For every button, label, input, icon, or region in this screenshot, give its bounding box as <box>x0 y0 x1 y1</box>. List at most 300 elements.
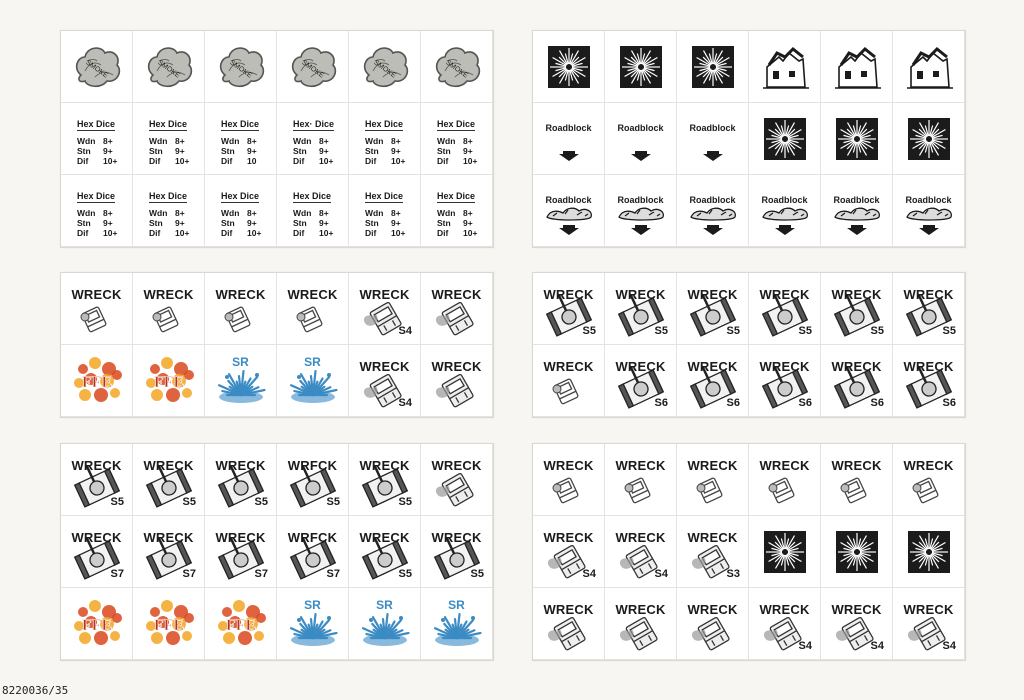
hex-dice-counter[interactable] <box>277 103 349 175</box>
wreck-counter[interactable] <box>677 588 749 660</box>
explosion-counter[interactable] <box>893 516 965 588</box>
jeep-wreck-icon <box>133 273 205 345</box>
wreck-counter[interactable] <box>421 516 493 588</box>
wreck-label: WRECK <box>215 530 266 545</box>
jeep-wreck-icon <box>893 444 965 516</box>
wreck-size-value: S4 <box>798 640 812 652</box>
wreck-label: WRECK <box>759 602 810 617</box>
explosion-counter[interactable] <box>893 103 965 175</box>
smoke-counter[interactable] <box>277 31 349 103</box>
fire-for-effect-icon <box>133 345 205 417</box>
dif-row <box>437 156 478 166</box>
dif-label: Dif <box>293 156 305 166</box>
counter-block-burst-roadblock <box>532 30 966 248</box>
wreck-counter[interactable] <box>605 273 677 345</box>
roadblock-label: Roadblock <box>545 123 592 133</box>
wdn-label: Wdn <box>293 208 312 218</box>
wreck-counter[interactable] <box>133 444 205 516</box>
roadblock-arrow-icon <box>677 103 749 175</box>
wreck-counter[interactable] <box>205 516 277 588</box>
dif-value: 10+ <box>175 228 190 238</box>
hex-dice-header: Hex Dice <box>149 191 188 201</box>
wreck-label: WRECK <box>831 359 882 374</box>
wreck-label: WRECK <box>687 602 738 617</box>
dif-row <box>149 228 190 238</box>
jeep-wreck-icon <box>533 345 605 417</box>
spotting-round-counter[interactable] <box>277 345 349 417</box>
fire-for-effect-counter[interactable] <box>205 588 277 660</box>
explosion-counter[interactable] <box>677 31 749 103</box>
dif-row <box>221 228 262 238</box>
dif-label: Dif <box>221 228 233 238</box>
smoke-cloud-icon <box>205 31 277 103</box>
fire-for-effect-counter[interactable] <box>133 588 205 660</box>
dif-value: 10 <box>247 156 257 166</box>
wreck-label: WRECK <box>831 287 882 302</box>
wdn-value: 8+ <box>463 136 473 146</box>
stn-row <box>77 218 113 228</box>
wreck-size-value: S4 <box>398 397 412 409</box>
roadblock-label: Roadblock <box>617 123 664 133</box>
explosion-counter[interactable] <box>605 31 677 103</box>
jeep-wreck-icon <box>605 444 677 516</box>
explosion-counter[interactable] <box>821 103 893 175</box>
wreck-label: WRECK <box>543 602 594 617</box>
wdn-label: Wdn <box>437 136 456 146</box>
hex-dice-counter[interactable] <box>421 103 493 175</box>
wreck-counter[interactable] <box>277 273 349 345</box>
truck-wreck-icon <box>677 588 749 660</box>
wdn-value: 8+ <box>463 208 473 218</box>
stn-label: Stn <box>221 146 235 156</box>
wreck-counter[interactable] <box>821 345 893 417</box>
dif-row <box>77 156 118 166</box>
wreck-counter[interactable] <box>421 273 493 345</box>
wreck-label: WRECK <box>615 602 666 617</box>
fire-for-effect-icon <box>61 588 133 660</box>
svg-text:FFE: FFE <box>81 617 113 634</box>
explosion-counter[interactable] <box>821 516 893 588</box>
wdn-label: Wdn <box>365 208 384 218</box>
stn-value: 9+ <box>247 218 257 228</box>
wreck-counter[interactable] <box>277 444 349 516</box>
dif-value: 10+ <box>103 228 118 238</box>
stn-value: 9+ <box>175 218 185 228</box>
sr-label: SR <box>376 598 393 612</box>
wdn-row <box>221 136 257 146</box>
stn-value: 9+ <box>319 218 329 228</box>
fire-for-effect-counter[interactable] <box>61 588 133 660</box>
wdn-row <box>149 208 185 218</box>
rubble-building-counter[interactable] <box>893 31 965 103</box>
wreck-counter[interactable] <box>349 345 421 417</box>
hex-dice-header: Hex Dice <box>293 191 332 201</box>
stn-value: 9+ <box>463 218 473 228</box>
wreck-counter[interactable] <box>205 444 277 516</box>
jeep-wreck-icon <box>821 444 893 516</box>
smoke-counter[interactable] <box>61 31 133 103</box>
truck-wreck-icon <box>421 345 493 417</box>
dif-label: Dif <box>437 228 449 238</box>
wreck-counter[interactable] <box>533 273 605 345</box>
wreck-counter[interactable] <box>421 345 493 417</box>
roadblock-counter[interactable] <box>677 103 749 175</box>
wreck-label: WRFCK <box>287 458 338 473</box>
smoke-counter[interactable] <box>205 31 277 103</box>
wdn-value: 8+ <box>103 136 113 146</box>
wreck-size-value: S6 <box>942 397 956 409</box>
wreck-counter[interactable] <box>349 444 421 516</box>
stn-label: Stn <box>77 146 91 156</box>
wreck-counter[interactable] <box>61 444 133 516</box>
stn-label: Stn <box>293 146 307 156</box>
rubble-building-counter[interactable] <box>749 31 821 103</box>
hex-dice-counter[interactable] <box>133 103 205 175</box>
wreck-counter[interactable] <box>677 345 749 417</box>
wdn-label: Wdn <box>149 208 168 218</box>
jeep-wreck-icon <box>677 444 749 516</box>
explosion-icon <box>821 516 893 588</box>
hex-dice-counter[interactable] <box>205 175 277 247</box>
wreck-label: WRECK <box>543 359 594 374</box>
explosion-counter[interactable] <box>533 31 605 103</box>
wreck-label: WRECK <box>431 458 482 473</box>
wreck-size-value: S4 <box>582 568 596 580</box>
dif-value: 10+ <box>391 228 406 238</box>
wreck-label: WRECK <box>543 530 594 545</box>
sr-label: SR <box>232 355 249 369</box>
wreck-size-value: S5 <box>398 496 412 508</box>
hex-dice-counter[interactable] <box>61 103 133 175</box>
stn-row <box>149 218 185 228</box>
wreck-counter[interactable] <box>893 273 965 345</box>
stn-row <box>77 146 113 156</box>
dif-label: Dif <box>77 156 89 166</box>
wreck-counter[interactable] <box>605 345 677 417</box>
wdn-row <box>293 208 329 218</box>
wreck-size-value: S5 <box>182 496 196 508</box>
stn-value: 9+ <box>319 146 329 156</box>
wreck-label: WRECK <box>903 458 954 473</box>
wreck-counter[interactable] <box>605 516 677 588</box>
wreck-counter[interactable] <box>61 273 133 345</box>
wreck-counter[interactable] <box>677 273 749 345</box>
wreck-counter[interactable] <box>677 516 749 588</box>
stn-label: Stn <box>77 218 91 228</box>
wreck-counter[interactable] <box>605 588 677 660</box>
wreck-counter[interactable] <box>893 444 965 516</box>
truck-wreck-icon <box>533 588 605 660</box>
wreck-size-value: S7 <box>326 568 340 580</box>
wreck-counter[interactable] <box>349 516 421 588</box>
stn-label: Stn <box>221 218 235 228</box>
wdn-value: 8+ <box>103 208 113 218</box>
rubble-roadblock-icon <box>605 175 677 247</box>
svg-text:FFE: FFE <box>225 617 257 634</box>
stn-value: 9+ <box>247 146 257 156</box>
fire-for-effect-counter[interactable] <box>61 345 133 417</box>
roadblock-rubble-counter[interactable] <box>749 175 821 247</box>
wdn-value: 8+ <box>319 136 329 146</box>
explosion-counter[interactable] <box>749 103 821 175</box>
rubble-roadblock-icon <box>677 175 749 247</box>
smoke-counter[interactable] <box>349 31 421 103</box>
wreck-size-value: S6 <box>798 397 812 409</box>
wreck-label: WRECK <box>359 359 410 374</box>
smoke-cloud-icon <box>421 31 493 103</box>
wreck-counter[interactable] <box>421 444 493 516</box>
explosion-icon <box>677 31 749 103</box>
explosion-icon <box>533 31 605 103</box>
wdn-label: Wdn <box>365 136 384 146</box>
wreck-label: WRECK <box>615 458 666 473</box>
truck-wreck-icon <box>605 588 677 660</box>
roadblock-counter[interactable] <box>533 103 605 175</box>
wreck-label: WRECK <box>215 287 266 302</box>
wreck-counter[interactable] <box>533 516 605 588</box>
wdn-label: Wdn <box>221 136 240 146</box>
wreck-size-value: S4 <box>654 568 668 580</box>
dif-row <box>437 228 478 238</box>
wdn-row <box>293 136 329 146</box>
roadblock-arrow-icon <box>533 103 605 175</box>
wreck-size-value: S5 <box>942 325 956 337</box>
svg-text:SMOKE: SMOKE <box>156 59 182 80</box>
wreck-counter[interactable] <box>277 516 349 588</box>
dif-row <box>365 156 406 166</box>
truck-wreck-icon <box>421 273 493 345</box>
stn-row <box>149 146 185 156</box>
wreck-counter[interactable] <box>349 273 421 345</box>
smoke-counter[interactable] <box>421 31 493 103</box>
wreck-label: WRECK <box>287 287 338 302</box>
stn-row <box>293 146 329 156</box>
wreck-label: WRECK <box>687 287 738 302</box>
wdn-label: Wdn <box>221 208 240 218</box>
wreck-label: WRECK <box>615 530 666 545</box>
wreck-counter[interactable] <box>821 444 893 516</box>
wreck-label: WRECK <box>71 530 122 545</box>
wreck-label: WRECK <box>903 602 954 617</box>
hex-dice-header: Hex Dice <box>221 191 260 201</box>
wreck-label: WRECK <box>431 287 482 302</box>
svg-text:FFE: FFE <box>153 374 185 391</box>
ruined-building-icon <box>749 31 821 103</box>
rubble-roadblock-icon <box>893 175 965 247</box>
wreck-label: WRECK <box>359 530 410 545</box>
wdn-value: 8+ <box>175 136 185 146</box>
counter-block-wreck-light <box>60 272 494 418</box>
wreck-label: WRECK <box>831 458 882 473</box>
wreck-size-value: S5 <box>798 325 812 337</box>
wdn-row <box>365 136 401 146</box>
wreck-counter[interactable] <box>893 345 965 417</box>
wreck-size-value: S5 <box>470 568 484 580</box>
dif-value: 10+ <box>463 228 478 238</box>
explosion-icon <box>605 31 677 103</box>
svg-text:SMOKE: SMOKE <box>228 59 254 80</box>
hex-dice-counter[interactable] <box>205 103 277 175</box>
wdn-value: 8+ <box>247 208 257 218</box>
wreck-label: WRECK <box>831 602 882 617</box>
wreck-counter[interactable] <box>205 273 277 345</box>
roadblock-counter[interactable] <box>605 103 677 175</box>
roadblock-rubble-counter[interactable] <box>677 175 749 247</box>
svg-text:SMOKE: SMOKE <box>84 59 110 80</box>
wreck-counter[interactable] <box>749 444 821 516</box>
sr-label: SR <box>304 598 321 612</box>
smoke-cloud-icon <box>349 31 421 103</box>
stn-row <box>293 218 329 228</box>
wdn-row <box>77 136 113 146</box>
counter-block-wreck-mixed <box>60 443 494 661</box>
sr-label: SR <box>304 355 321 369</box>
dif-row <box>77 228 118 238</box>
counter-block-wreck-bursts <box>532 443 966 661</box>
roadblock-rubble-counter[interactable] <box>605 175 677 247</box>
wreck-label: WRECK <box>615 359 666 374</box>
wreck-label: WRECK <box>615 287 666 302</box>
dif-label: Dif <box>437 156 449 166</box>
wdn-row <box>77 208 113 218</box>
svg-text:SMOKE: SMOKE <box>444 59 470 80</box>
wreck-size-value: S5 <box>254 496 268 508</box>
wdn-value: 8+ <box>247 136 257 146</box>
wreck-counter[interactable] <box>749 345 821 417</box>
counter-block-smoke-hexdice <box>60 30 494 248</box>
hex-dice-header: Hex Dice <box>365 119 404 129</box>
dif-value: 10+ <box>247 228 262 238</box>
wreck-counter[interactable] <box>533 588 605 660</box>
wreck-size-value: S3 <box>726 568 740 580</box>
wreck-label: WRECK <box>687 359 738 374</box>
dif-value: 10+ <box>175 156 190 166</box>
smoke-counter[interactable] <box>133 31 205 103</box>
roadblock-arrow-icon <box>605 103 677 175</box>
dif-value: 10+ <box>463 156 478 166</box>
roadblock-label: Roadblock <box>905 195 952 205</box>
stn-row <box>437 218 473 228</box>
wreck-size-value: S6 <box>870 397 884 409</box>
hex-dice-counter[interactable] <box>61 175 133 247</box>
wreck-size-value: S7 <box>254 568 268 580</box>
wreck-counter[interactable] <box>133 516 205 588</box>
hex-dice-header: Hex Dice <box>437 191 476 201</box>
wreck-size-value: S5 <box>398 568 412 580</box>
hex-dice-counter[interactable] <box>277 175 349 247</box>
dif-row <box>293 228 334 238</box>
dif-label: Dif <box>365 156 377 166</box>
wreck-counter[interactable] <box>533 345 605 417</box>
explosion-icon <box>893 516 965 588</box>
wreck-label: WRECK <box>143 530 194 545</box>
wreck-counter[interactable] <box>749 273 821 345</box>
wdn-row <box>437 136 473 146</box>
hex-dice-counter[interactable] <box>421 175 493 247</box>
roadblock-rubble-counter[interactable] <box>893 175 965 247</box>
wreck-counter[interactable] <box>821 273 893 345</box>
wreck-counter[interactable] <box>749 588 821 660</box>
rubble-building-counter[interactable] <box>821 31 893 103</box>
wreck-counter[interactable] <box>893 588 965 660</box>
wreck-label: WRECK <box>903 359 954 374</box>
wreck-size-value: S5 <box>654 325 668 337</box>
dif-value: 10+ <box>391 156 406 166</box>
wreck-counter[interactable] <box>821 588 893 660</box>
dif-row <box>365 228 406 238</box>
roadblock-label: Roadblock <box>617 195 664 205</box>
hex-dice-counter[interactable] <box>349 175 421 247</box>
roadblock-label: Roadblock <box>545 195 592 205</box>
hex-dice-header: Hex Dice <box>77 191 116 201</box>
dif-label: Dif <box>149 228 161 238</box>
svg-text:SMOKE: SMOKE <box>300 59 326 80</box>
wreck-label: WRECK <box>687 530 738 545</box>
wreck-counter[interactable] <box>61 516 133 588</box>
roadblock-rubble-counter[interactable] <box>533 175 605 247</box>
jeep-wreck-icon <box>277 273 349 345</box>
wreck-label: WRECK <box>431 359 482 374</box>
wdn-label: Wdn <box>149 136 168 146</box>
dif-label: Dif <box>293 228 305 238</box>
jeep-wreck-icon <box>749 444 821 516</box>
wreck-counter[interactable] <box>605 444 677 516</box>
wreck-size-value: S7 <box>110 568 124 580</box>
spotting-round-counter[interactable] <box>349 588 421 660</box>
roadblock-rubble-counter[interactable] <box>821 175 893 247</box>
ruined-building-icon <box>893 31 965 103</box>
wdn-label: Wdn <box>77 208 96 218</box>
wreck-size-value: S6 <box>654 397 668 409</box>
wdn-row <box>149 136 185 146</box>
fire-for-effect-counter[interactable] <box>133 345 205 417</box>
rubble-roadblock-icon <box>821 175 893 247</box>
dif-row <box>149 156 190 166</box>
wreck-label: WRECK <box>359 458 410 473</box>
wdn-row <box>437 208 473 218</box>
wreck-counter[interactable] <box>533 444 605 516</box>
dif-value: 10+ <box>103 156 118 166</box>
svg-text:FFE: FFE <box>81 374 113 391</box>
dif-label: Dif <box>221 156 233 166</box>
wreck-size-value: S7 <box>182 568 196 580</box>
truck-wreck-icon <box>421 444 493 516</box>
jeep-wreck-icon <box>533 444 605 516</box>
wreck-label: WRECK <box>431 530 482 545</box>
spotting-round-counter[interactable] <box>421 588 493 660</box>
spotting-round-counter[interactable] <box>277 588 349 660</box>
svg-text:SMOKE: SMOKE <box>372 59 398 80</box>
hex-dice-counter[interactable] <box>349 103 421 175</box>
hex-dice-header: Hex Dice <box>365 191 404 201</box>
explosion-icon <box>749 516 821 588</box>
dif-label: Dif <box>149 156 161 166</box>
smoke-cloud-icon <box>277 31 349 103</box>
wreck-size-value: S6 <box>726 397 740 409</box>
stn-row <box>365 146 401 156</box>
explosion-counter[interactable] <box>749 516 821 588</box>
wreck-size-value: S5 <box>326 496 340 508</box>
hex-dice-counter[interactable] <box>133 175 205 247</box>
roadblock-label: Roadblock <box>833 195 880 205</box>
hex-dice-header: Hex Dice <box>221 119 260 129</box>
explosion-icon <box>749 103 821 175</box>
smoke-cloud-icon <box>61 31 133 103</box>
wreck-counter[interactable] <box>133 273 205 345</box>
wreck-label: WRECK <box>903 287 954 302</box>
spotting-round-counter[interactable] <box>205 345 277 417</box>
wreck-counter[interactable] <box>677 444 749 516</box>
